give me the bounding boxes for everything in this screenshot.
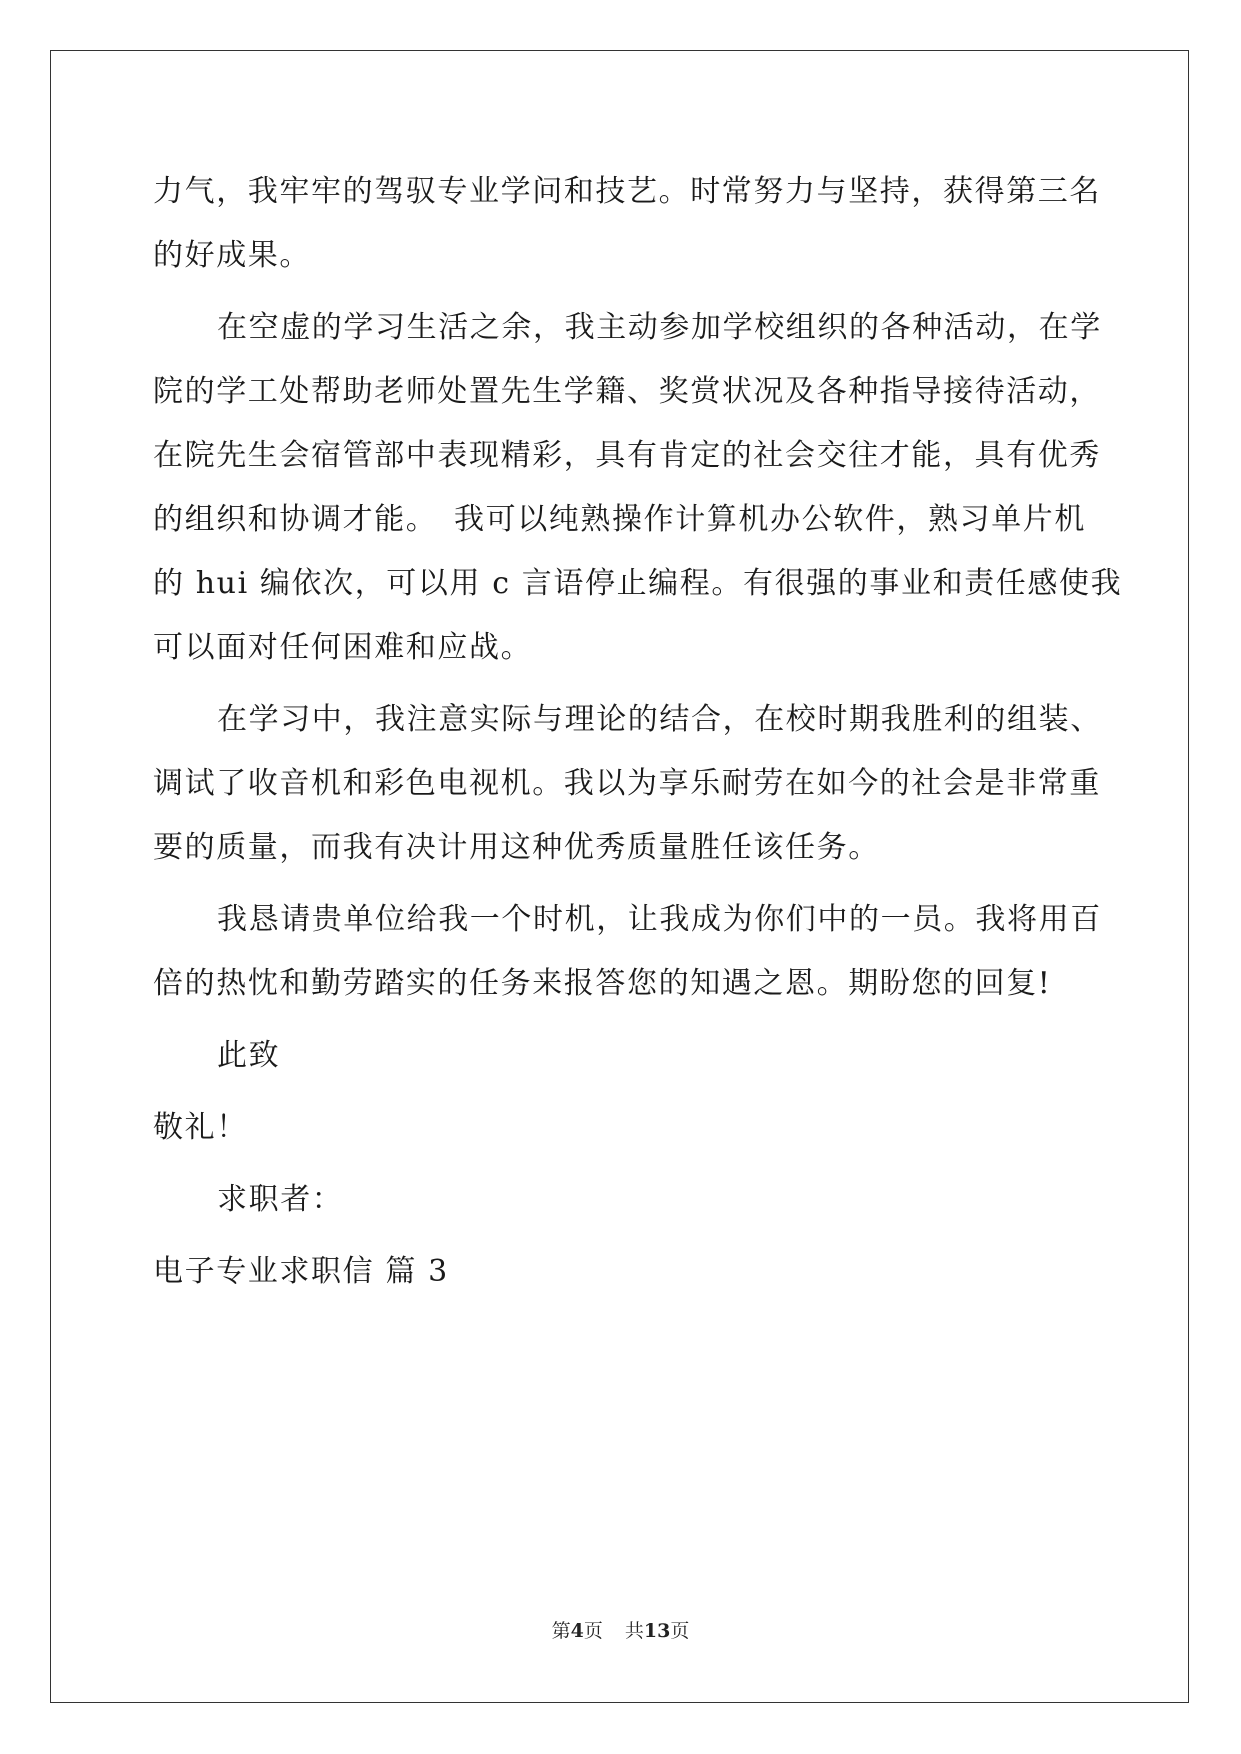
- body-line: 的 hui 编依次，可以用 c 言语停止编程。有很强的事业和责任感使我: [153, 566, 1123, 601]
- body-line: 调试了收音机和彩色电视机。我以为享乐耐劳在如今的社会是非常重: [153, 766, 1101, 801]
- applicant-signature-label: 求职者：: [217, 1182, 344, 1217]
- body-line: 倍的热忱和勤劳踏实的任务来报答您的知遇之恩。期盼您的回复!: [153, 966, 1052, 1001]
- total-prefix: 共: [624, 1620, 644, 1642]
- body-line: 在院先生会宿管部中表现精彩，具有肯定的社会交往才能，具有优秀: [153, 438, 1101, 473]
- paragraph-first-line: 我恳请贵单位给我一个时机，让我成为你们中的一员。我将用百: [217, 902, 1102, 937]
- total-pages: 13: [643, 1620, 671, 1642]
- body-line: 力气，我牢牢的驾驭专业学问和技艺。时常努力与坚持，获得第三名: [153, 174, 1101, 209]
- page-suffix: 页: [583, 1620, 603, 1642]
- paragraph-first-line: 在学习中，我注意实际与理论的结合，在校时期我胜利的组装、: [217, 702, 1102, 737]
- section-heading: 电子专业求职信 篇 3: [153, 1254, 449, 1289]
- page-footer: [0, 1616, 1241, 1643]
- body-line: 要的质量，而我有决计用这种优秀质量胜任该任务。: [153, 830, 880, 865]
- body-line: 可以面对任何困难和应战。: [153, 630, 533, 665]
- body-line: 院的学工处帮助老师处置先生学籍、奖赏状况及各种指导接待活动，: [153, 374, 1101, 409]
- page-prefix: 第: [551, 1620, 571, 1642]
- body-line: 的好成果。: [153, 238, 311, 273]
- body-line: 的组织和协调才能。 我可以纯熟操作计算机办公软件，熟习单片机: [153, 502, 1086, 537]
- document-body: [153, 160, 1123, 1304]
- paragraph-first-line: 在空虚的学习生活之余，我主动参加学校组织的各种活动，在学: [217, 310, 1102, 345]
- closing-salutation: 此致: [217, 1038, 281, 1073]
- page-number: 4: [570, 1620, 584, 1642]
- total-suffix: 页: [670, 1620, 690, 1642]
- closing-respect: 敬礼！: [153, 1110, 248, 1145]
